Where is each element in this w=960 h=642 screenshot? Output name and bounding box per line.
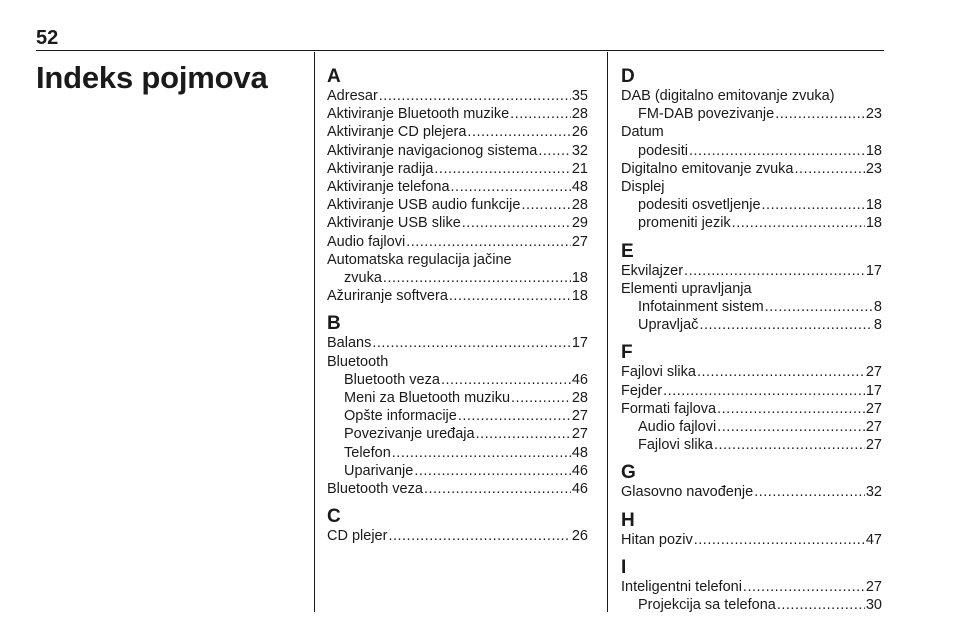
entry-label: podesiti osvetljenje [638,197,761,214]
index-subentry[interactable] [621,316,882,334]
index-subentry[interactable] [327,444,588,462]
entry-page-number: 18 [865,142,882,159]
index-entry[interactable] [327,123,588,141]
index-entry[interactable] [327,527,588,545]
dot-leader [388,527,570,545]
entry-page-number: 28 [571,106,588,123]
entry-page-number: 32 [865,484,882,501]
index-letter-heading: H [621,509,635,531]
entry-page-number: 27 [865,419,882,436]
entry-label: Glasovno navođenje [621,484,754,501]
dot-leader [372,334,571,352]
entry-label: Ažuriranje softvera [327,288,448,305]
dot-leader [414,462,571,480]
entry-page-number: 27 [571,233,588,250]
entry-page-number: 46 [571,481,588,498]
entry-page-number: 28 [571,197,588,214]
dot-leader [467,123,570,141]
dot-leader [765,298,873,316]
entry-page-number: 28 [571,390,588,407]
entry-label: Meni za Bluetooth muziku [344,390,511,407]
index-letter-heading: E [621,240,634,262]
index-entry[interactable] [621,400,882,418]
entry-label: Povezivanje uređaja [344,426,475,443]
header-rule [36,50,884,51]
dot-leader [383,269,571,287]
index-entry[interactable] [621,160,882,178]
dot-leader [462,214,571,232]
dot-leader [794,160,864,178]
entry-page-number: 48 [571,444,588,461]
index-subentry[interactable] [621,196,882,214]
entry-label: Audio fajlovi [638,419,717,436]
dot-leader [775,105,865,123]
entry-label: Aktiviranje navigacionog sistema [327,142,538,159]
entry-label: promeniti jezik [638,215,731,232]
entry-label: Aktiviranje USB audio funkcije [327,197,521,214]
index-entry[interactable] [327,334,588,352]
dot-leader [406,233,571,251]
entry-label: Fajlovi slika [638,437,713,454]
entry-label: podesiti [638,142,688,159]
entry-label: Elementi upravljanja [621,280,752,297]
entry-label: Audio fajlovi [327,233,406,250]
dot-leader [717,400,865,418]
entry-label: Displej [621,179,665,196]
entry-page-number: 32 [571,142,588,159]
entry-page-number: 26 [571,528,588,545]
entry-page-number: 27 [865,364,882,381]
index-letter-heading: C [327,506,341,528]
index-subentry[interactable] [327,269,588,287]
index-column-1 [327,67,588,545]
index-entry[interactable] [621,483,882,501]
dot-leader [424,480,571,498]
entry-label: Balans [327,335,372,352]
index-entry[interactable] [327,178,588,196]
entry-label: Upravljač [638,317,699,334]
entry-label: Bluetooth [327,353,389,370]
entry-page-number: 27 [865,578,882,595]
index-subentry[interactable] [621,596,882,614]
dot-leader [777,596,865,614]
section-gap [621,549,882,558]
dot-leader [451,178,571,196]
entry-label: Digitalno emitovanje zvuka [621,160,794,177]
index-subentry[interactable] [621,418,882,436]
entry-page-number: 46 [571,462,588,479]
index-entry[interactable] [327,196,588,214]
entry-page-number: 23 [865,106,882,123]
entry-page-number: 18 [865,197,882,214]
entry-label: Ekvilajzer [621,262,684,279]
entry-page-number: 46 [571,371,588,388]
page-title: Indeks pojmova [36,60,268,95]
dot-leader [441,371,571,389]
entry-label: Aktiviranje radija [327,160,434,177]
dot-leader [476,425,571,443]
entry-label: Aktiviranje Bluetooth muzike [327,106,510,123]
index-entry[interactable] [327,160,588,178]
entry-label: Aktiviranje CD plejera [327,124,467,141]
entry-label: Formati fajlova [621,400,717,417]
index-entry[interactable] [621,87,882,105]
dot-leader [392,444,571,462]
entry-label: Inteligentni telefoni [621,578,742,595]
entry-page-number: 35 [571,88,588,104]
dot-leader [754,483,865,501]
entry-label: Fajlovi slika [621,364,696,381]
index-entry[interactable] [327,233,588,251]
index-entry[interactable] [621,531,882,549]
index-entry[interactable] [327,142,588,160]
entry-label: CD plejer [327,528,388,545]
dot-leader [458,407,571,425]
entry-label: FM-DAB povezivanje [638,106,775,123]
entry-page-number: 8 [873,299,882,316]
dot-leader [699,316,872,334]
section-gap [621,233,882,242]
entry-page-number: 17 [865,262,882,279]
dot-leader [732,214,865,232]
entry-label: Datum [621,124,664,141]
section-gap [327,305,588,314]
dot-leader [717,418,865,436]
index-letter-heading: A [327,66,341,87]
section-gap [621,454,882,463]
index-letter-heading: D [621,66,635,87]
section-gap [621,502,882,511]
entry-label: Fejder [621,382,663,399]
entry-page-number: 26 [571,124,588,141]
column-divider-right [607,52,608,612]
index-subentry[interactable] [621,142,882,160]
entry-label: Adresar [327,88,378,104]
index-entry[interactable] [327,480,588,498]
entry-page-number: 48 [571,179,588,196]
entry-page-number: 29 [571,215,588,232]
index-entry[interactable] [621,280,882,298]
index-entry[interactable] [327,214,588,232]
index-subentry[interactable] [621,214,882,232]
index-letter-heading: I [621,556,627,578]
index-entry[interactable] [621,382,882,400]
dot-leader [762,196,865,214]
entry-label: Bluetooth veza [327,481,423,498]
index-subentry[interactable] [327,407,588,425]
entry-page-number: 27 [865,400,882,417]
index-subentry[interactable] [327,371,588,389]
index-subentry[interactable] [327,425,588,443]
index-entry[interactable] [621,262,882,280]
dot-leader [379,87,571,105]
entry-label: Aktiviranje telefona [327,179,450,196]
dot-leader [714,436,865,454]
index-entry[interactable] [621,178,882,196]
index-subentry[interactable] [621,298,882,316]
entry-page-number: 23 [865,160,882,177]
entry-page-number: 18 [865,215,882,232]
entry-label: Telefon [344,444,391,461]
dot-leader [511,389,571,407]
index-letter-heading: F [621,342,633,364]
entry-page-number: 17 [571,335,588,352]
dot-leader [697,363,865,381]
entry-label: Bluetooth veza [344,371,440,388]
entry-label: Uparivanje [344,462,414,479]
entry-label: DAB (digitalno emitovanje zvuka) [621,88,835,104]
dot-leader [510,105,571,123]
entry-page-number: 18 [571,270,588,287]
entry-page-number: 17 [865,382,882,399]
page-number: 52 [36,27,59,49]
index-entry[interactable] [327,353,588,371]
dot-leader [694,531,865,549]
section-gap [621,334,882,343]
entry-label: Automatska regulacija jačine [327,251,512,268]
dot-leader [743,578,865,596]
index-entry[interactable] [327,287,588,305]
entry-page-number: 30 [865,597,882,614]
entry-label: Aktiviranje USB slike [327,215,461,232]
index-letter-heading: G [621,462,636,484]
dot-leader [538,142,571,160]
dot-leader [663,382,865,400]
index-entry[interactable] [621,363,882,381]
entry-page-number: 27 [571,408,588,425]
entry-page-number: 8 [873,317,882,334]
dot-leader [521,196,570,214]
dot-leader [449,287,571,305]
entry-label: zvuka [344,270,382,287]
entry-label: Opšte informacije [344,408,457,425]
index-entry[interactable] [327,105,588,123]
entry-page-number: 27 [571,426,588,443]
entry-label: Infotainment sistem [638,299,764,316]
entry-label: Hitan poziv [621,531,693,548]
index-entry[interactable] [327,87,588,105]
index-entry[interactable] [621,123,882,141]
entry-page-number: 47 [865,531,882,548]
dot-leader [689,142,865,160]
index-subentry[interactable] [327,389,588,407]
entry-page-number: 18 [571,288,588,305]
section-gap [327,498,588,507]
index-letter-heading: B [327,313,341,335]
entry-label: Projekcija sa telefona [638,597,776,614]
entry-page-number: 27 [865,437,882,454]
index-subentry[interactable] [621,436,882,454]
index-column-2 [621,67,882,614]
index-subentry[interactable] [621,105,882,123]
index-entry[interactable] [327,251,588,269]
dot-leader [684,262,865,280]
index-subentry[interactable] [327,462,588,480]
dot-leader [434,160,570,178]
index-entry[interactable] [621,578,882,596]
entry-page-number: 21 [571,160,588,177]
column-divider-left [314,52,315,612]
